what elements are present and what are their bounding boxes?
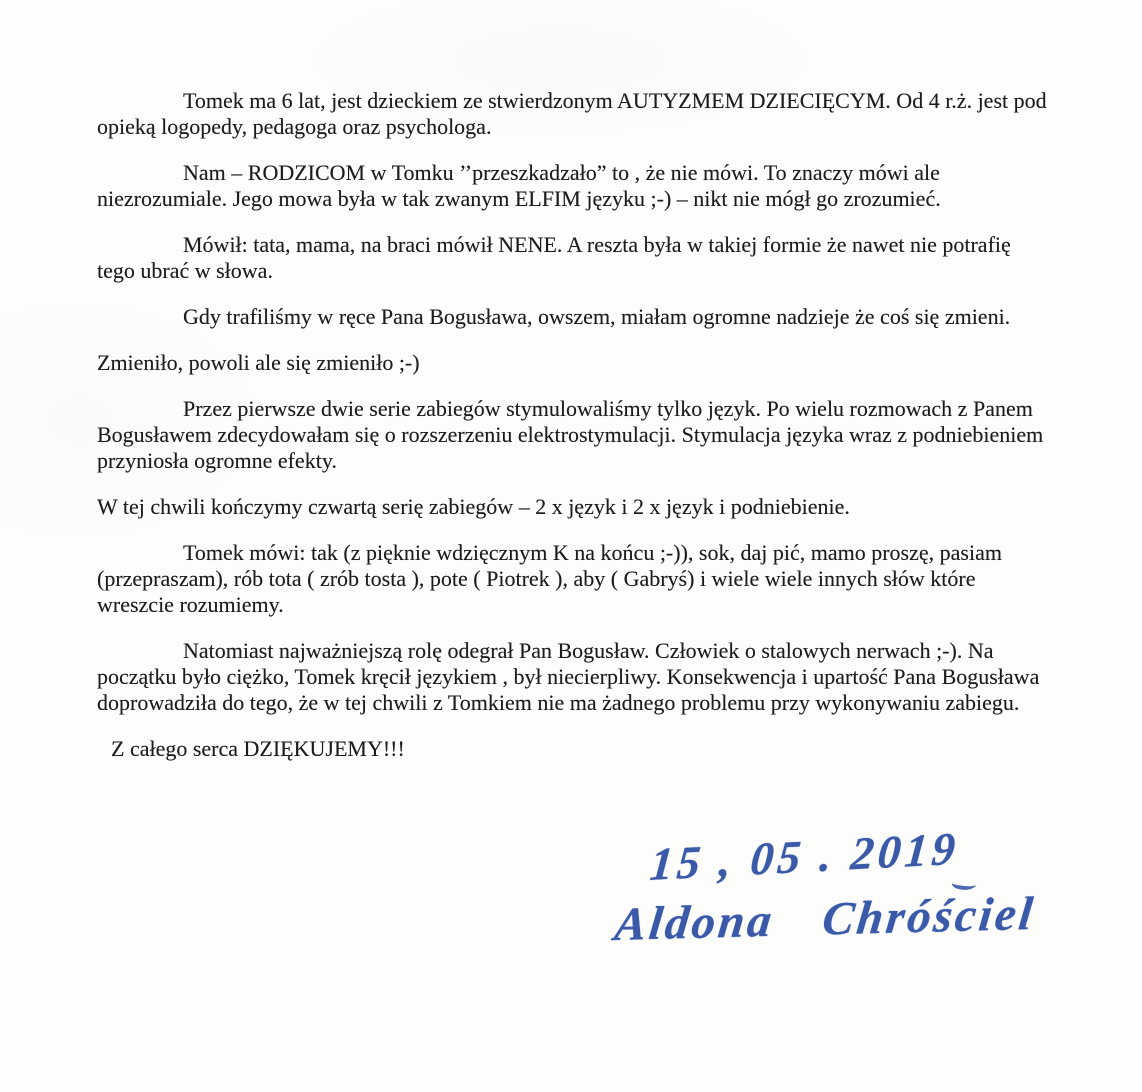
letter-paragraph: Tomek mówi: tak (z pięknie wdzięcznym K na końcu ;-)), sok, daj pić, mamo proszę, pasiam (przepraszam), rób tota ( zrób tosta ), pote ( Piotrek ), aby ( Gabryś) i wiele wiele innych słów które wreszcie rozumiemy. (97, 540, 1002, 617)
letter-body (97, 88, 1049, 782)
letter-paragraph: Z całego serca DZIĘKUJEMY!!! (111, 736, 405, 761)
letter-paragraph: Gdy trafiliśmy w ręce Pana Bogusława, owszem, miałam ogromne nadzieje że coś się zmieni. (183, 304, 1011, 329)
letter-paragraph: Tomek ma 6 lat, jest dzieckiem ze stwierdzonym AUTYZMEM DZIECIĘCYM. Od 4 r.ż. jest pod opieką logopedy, pedagoga oraz psychologa. (97, 88, 1047, 139)
letter-paragraph: Natomiast najważniejszą rolę odegrał Pan Bogusław. Człowiek o stalowych nerwach ;-). Na początku było ciężko, Tomek kręcił językiem , był niecierpliwy. Konsekwencja i upartość Pana Bogusława doprowadziła do tego, że w tej chwili z Tomkiem nie ma żadnego problemu przy wykonywaniu zabiegu. (97, 638, 1040, 715)
handwritten-signature: Aldona Chróściel (612, 887, 1039, 951)
letter-paragraph: Nam – RODZICOM w Tomku ’’przeszkadzało” to , że nie mówi. To znaczy mówi ale niezrozumiale. Jego mowa była w tak zwanym ELFIM języku ;-) – nikt nie mógł go zrozumieć. (97, 160, 941, 211)
ink-dash-mark (951, 876, 976, 891)
letter-paragraph: Mówił: tata, mama, na braci mówił NENE. A reszta była w takiej formie że nawet nie potrafię tego ubrać w słowa. (97, 232, 1011, 283)
letter-paragraph: W tej chwili kończymy czwartą serię zabiegów – 2 x język i 2 x język i podniebienie. (97, 494, 850, 519)
letter-paragraph: Zmieniło, powoli ale się zmieniło ;-) (97, 350, 420, 375)
letter-paragraph: Przez pierwsze dwie serie zabiegów stymulowaliśmy tylko język. Po wielu rozmowach z Panem Bogusławem zdecydowałam się o rozszerzeniu elektrostymulacji. Stymulacja języka wraz z podniebieniem przyniosła ogromne efekty. (97, 396, 1044, 473)
handwritten-date: 15 , 05 . 2019 (648, 822, 962, 890)
